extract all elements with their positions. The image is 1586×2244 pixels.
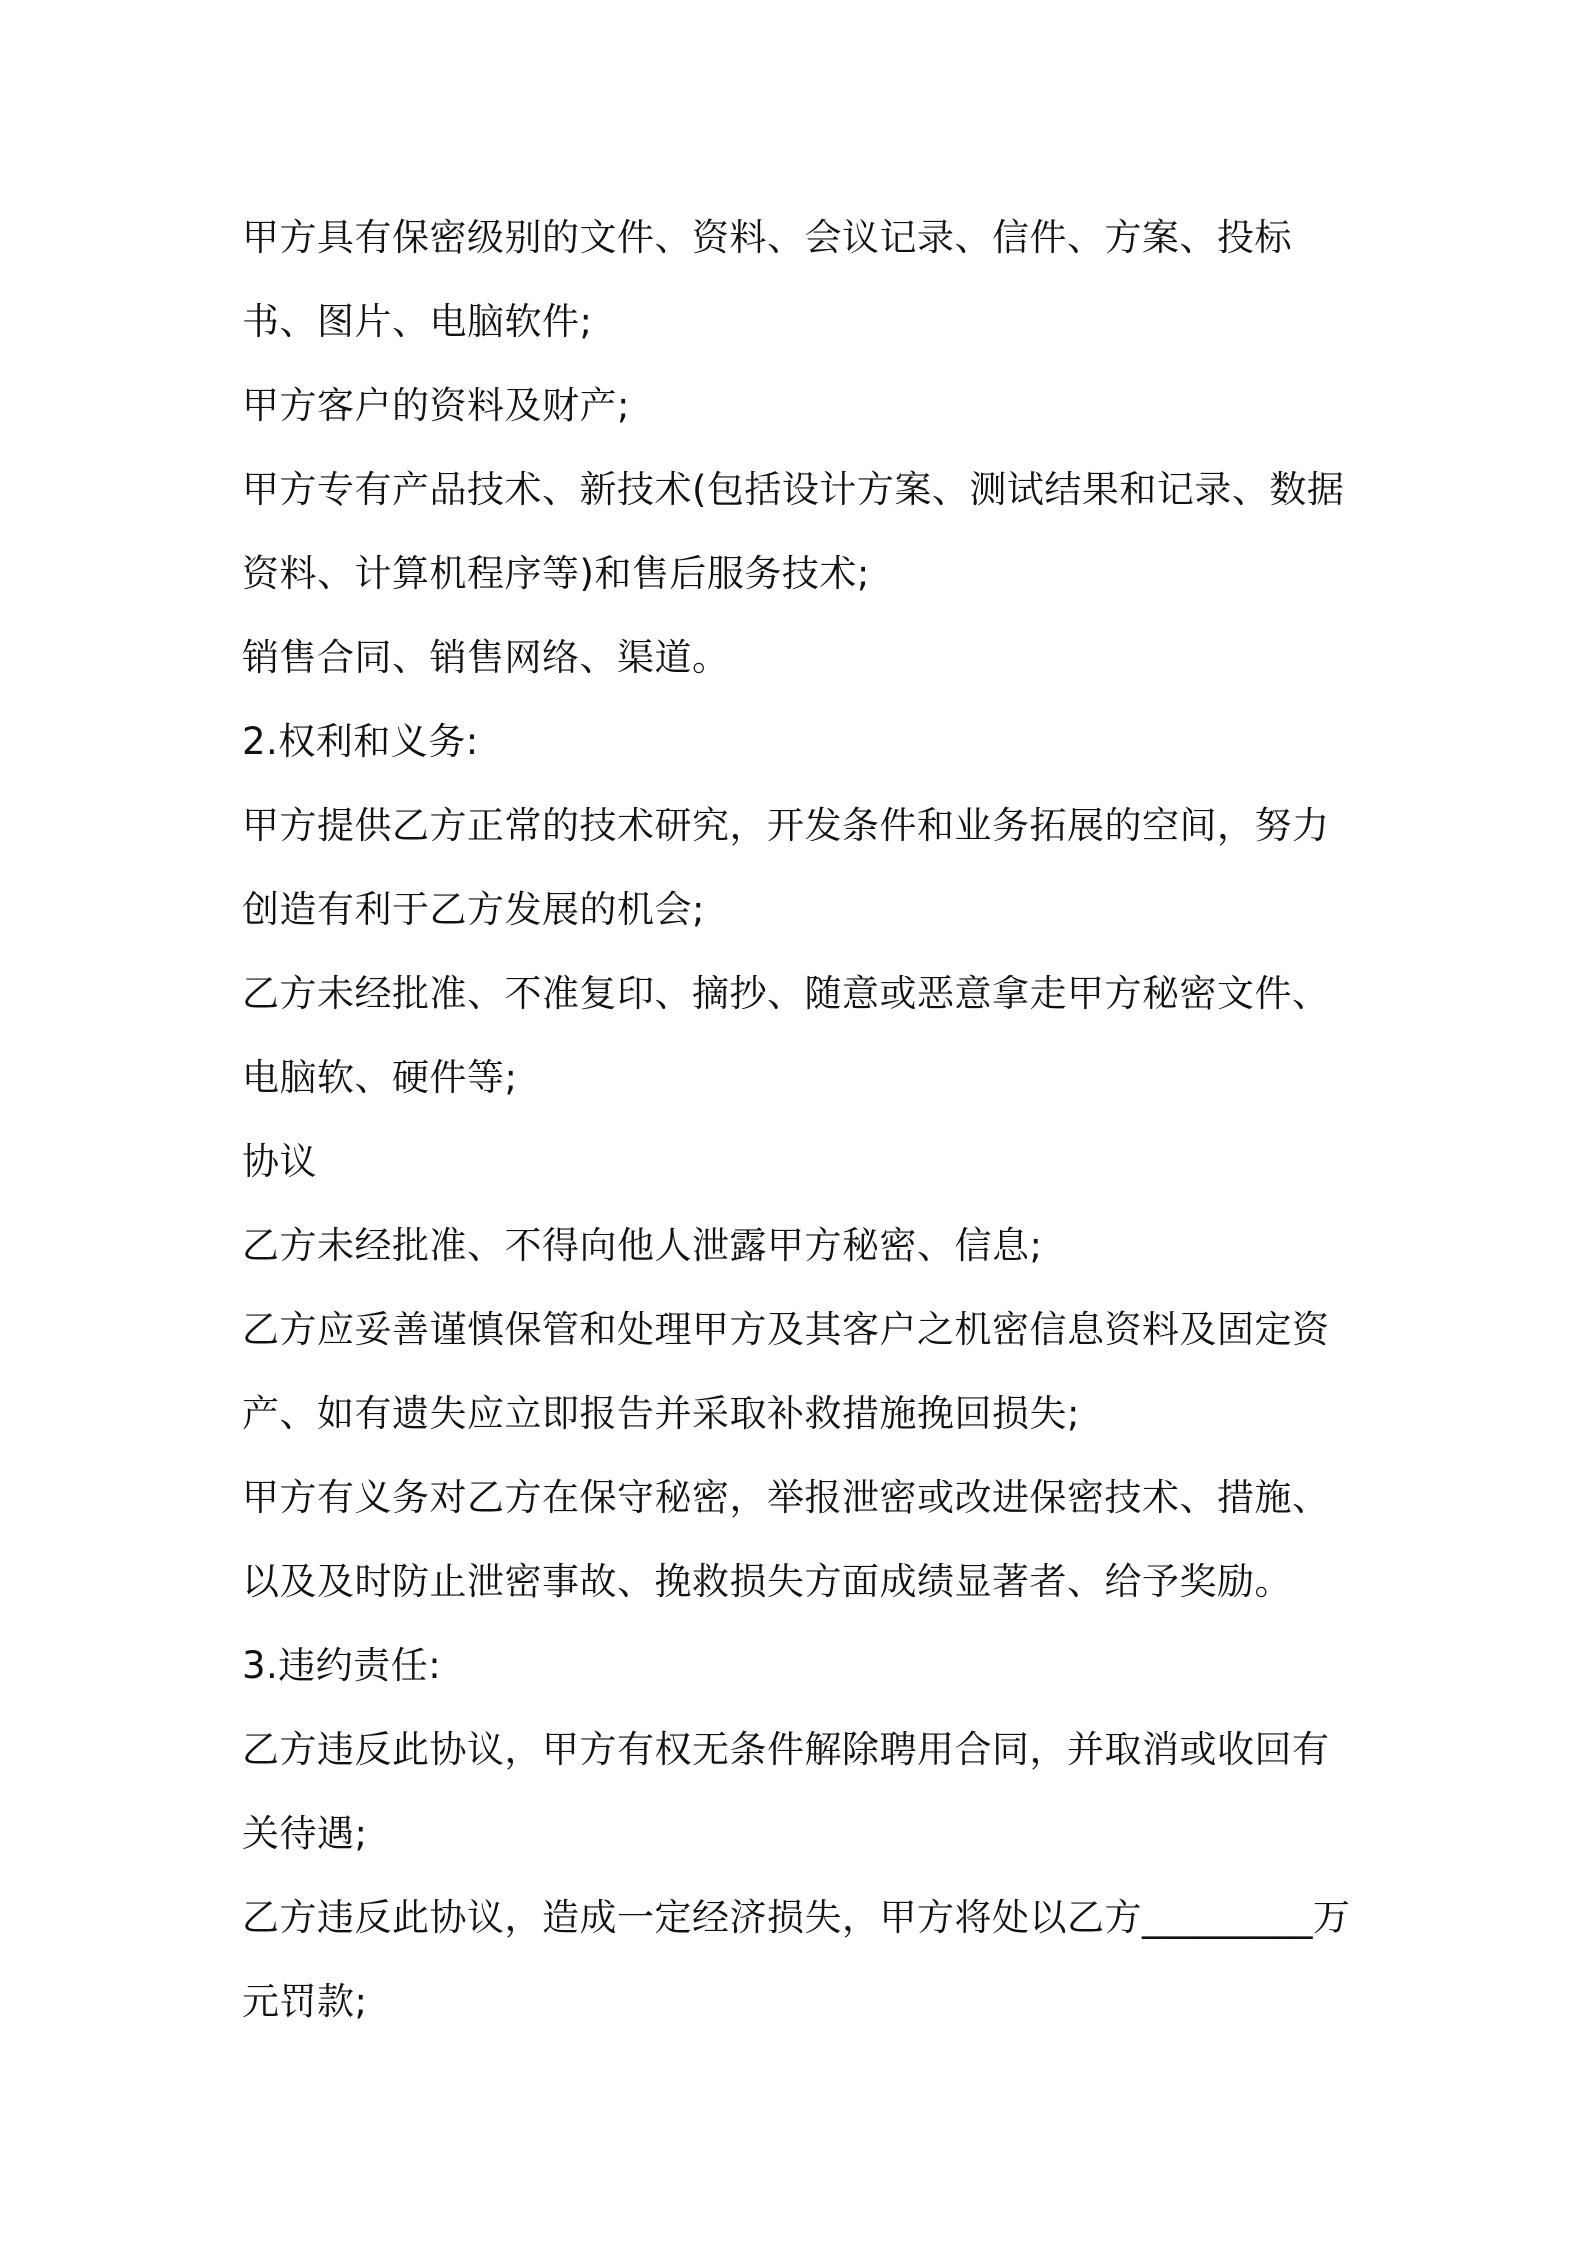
paragraph-agreement-label: 协议 (242, 1140, 317, 1183)
paragraph-confidential-documents: 甲方具有保密级别的文件、资料、会议记录、信件、方案、投标书、图片、电脑软件; (242, 216, 1292, 343)
section-heading-rights-obligations: 2.权利和义务: (242, 720, 479, 763)
paragraph-penalty: 乙方违反此协议，造成一定经济损失，甲方将处以乙方_________万元罚款; (242, 1896, 1351, 2023)
paragraph-no-disclosure: 乙方未经批准、不得向他人泄露甲方秘密、信息; (242, 1224, 1043, 1267)
paragraph-client-assets: 甲方客户的资料及财产; (242, 384, 630, 427)
paragraph-termination: 乙方违反此协议，甲方有权无条件解除聘用合同，并取消或收回有关待遇; (242, 1728, 1330, 1855)
paragraph-no-copying: 乙方未经批准、不准复印、摘抄、随意或恶意拿走甲方秘密文件、电脑软、硬件等; (242, 972, 1330, 1099)
document-body (242, 196, 1362, 2044)
paragraph-rewards: 甲方有义务对乙方在保守秘密，举报泄密或改进保密技术、措施、以及及时防止泄密事故、挽救损失方面成绩显著者、给予奖励。 (242, 1476, 1330, 1603)
section-heading-liability: 3.违约责任: (242, 1644, 442, 1687)
paragraph-sales-channels: 销售合同、销售网络、渠道。 (242, 636, 730, 679)
paragraph-party-a-provides: 甲方提供乙方正常的技术研究，开发条件和业务拓展的空间，努力创造有利于乙方发展的机会; (242, 804, 1330, 931)
paragraph-proprietary-technology: 甲方专有产品技术、新技术(包括设计方案、测试结果和记录、数据资料、计算机程序等)和售后服务技术; (242, 468, 1345, 595)
paragraph-safekeeping: 乙方应妥善谨慎保管和处理甲方及其客户之机密信息资料及固定资产、如有遗失应立即报告并采取补救措施挽回损失; (242, 1308, 1330, 1435)
